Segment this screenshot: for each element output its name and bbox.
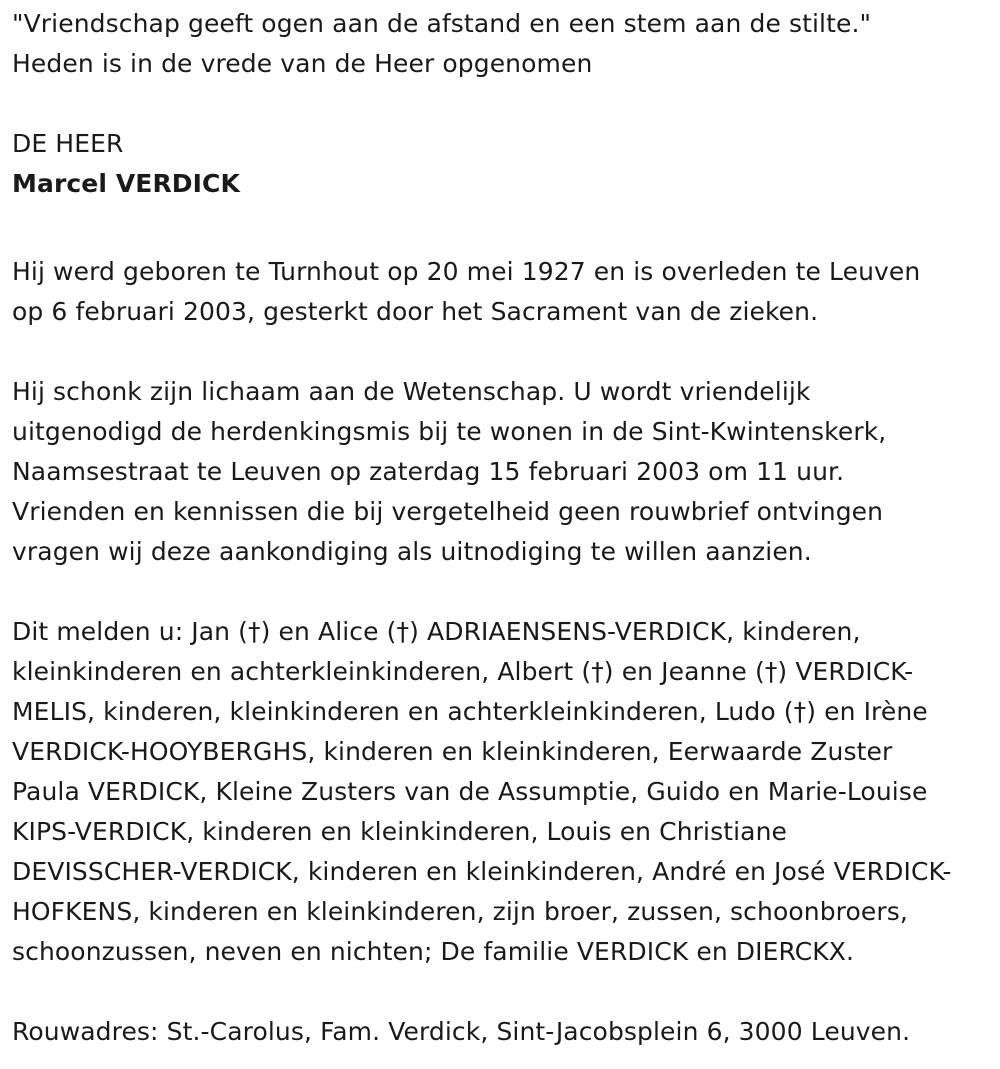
paragraph-line: Paula VERDICK, Kleine Zusters van de Assumptie, Guido en Marie-Louise (12, 777, 928, 806)
spacer (12, 332, 992, 372)
paragraph-line: Hij werd geboren te Turnhout op 20 mei 1927 en is overleden te Leuven (12, 257, 921, 286)
paragraph-line: HOFKENS, kinderen en kleinkinderen, zijn broer, zussen, schoonbroers, (12, 897, 908, 926)
spacer (12, 972, 992, 1012)
spacer (12, 212, 992, 252)
ceremony-paragraph (12, 372, 992, 572)
spacer (12, 572, 992, 612)
obituary-notice (12, 4, 992, 1052)
family-paragraph (12, 612, 992, 972)
paragraph-line: vragen wij deze aankondiging als uitnodiging te willen aanzien. (12, 537, 812, 566)
mourning-address: Rouwadres: St.-Carolus, Fam. Verdick, Sint-Jacobsplein 6, 3000 Leuven. (12, 1017, 911, 1046)
paragraph-line: op 6 februari 2003, gesterkt door het Sacrament van de zieken. (12, 297, 819, 326)
paragraph-line: KIPS-VERDICK, kinderen en kleinkinderen, Louis en Christiane (12, 817, 788, 846)
honorific: DE HEER (12, 129, 124, 158)
spacer (12, 84, 992, 124)
paragraph-line: schoonzussen, neven en nichten; De familie VERDICK en DIERCKX. (12, 937, 855, 966)
paragraph-line: DEVISSCHER-VERDICK, kinderen en kleinkinderen, André en José VERDICK- (12, 857, 952, 886)
paragraph-line: VERDICK-HOOYBERGHS, kinderen en kleinkinderen, Eerwaarde Zuster (12, 737, 893, 766)
paragraph-line: MELIS, kinderen, kleinkinderen en achterkleinkinderen, Ludo (†) en Irène (12, 697, 928, 726)
paragraph-line: Vrienden en kennissen die bij vergetelheid geen rouwbrief ontvingen (12, 497, 884, 526)
paragraph-line: Naamsestraat te Leuven op zaterdag 15 februari 2003 om 11 uur. (12, 457, 845, 486)
announcement-line: Heden is in de vrede van de Heer opgenomen (12, 49, 593, 78)
paragraph-line: kleinkinderen en achterkleinkinderen, Albert (†) en Jeanne (†) VERDICK- (12, 657, 914, 686)
paragraph-line: uitgenodigd de herdenkingsmis bij te wonen in de Sint-Kwintenskerk, (12, 417, 887, 446)
quote-line: "Vriendschap geeft ogen aan de afstand en een stem aan de stilte." (12, 9, 872, 38)
deceased-name: Marcel VERDICK (12, 169, 240, 198)
paragraph-line: Dit melden u: Jan (†) en Alice (†) ADRIAENSENS-VERDICK, kinderen, (12, 617, 861, 646)
birth-death-paragraph (12, 252, 992, 332)
paragraph-line: Hij schonk zijn lichaam aan de Wetenschap. U wordt vriendelijk (12, 377, 811, 406)
